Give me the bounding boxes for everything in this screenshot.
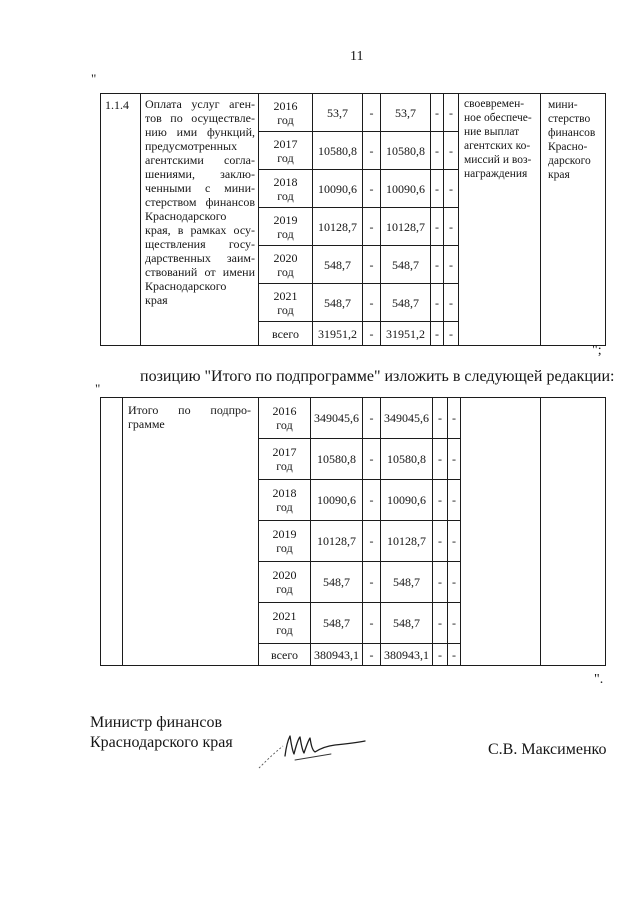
dash-value: - [438, 411, 442, 425]
closing-quote-mark: ". [594, 672, 604, 687]
amount-cell [311, 603, 363, 644]
year-label: 2020 [273, 250, 298, 265]
dash-value: - [369, 295, 374, 310]
amount-value: 380943,1 [314, 647, 359, 662]
dash-value: - [435, 219, 439, 234]
amount-value: 10128,7 [387, 534, 426, 548]
dash-value: - [369, 616, 374, 630]
year-label: 2017 [273, 136, 298, 151]
year-cell [259, 439, 311, 480]
year-unit: год [277, 226, 294, 241]
year-label: 2019 [272, 527, 297, 541]
year-cell [259, 284, 313, 322]
year-unit: год [277, 188, 294, 203]
year-unit: год [276, 500, 293, 514]
dash-value: - [449, 295, 453, 310]
handwritten-signature [255, 726, 367, 770]
amount-value: 53,7 [395, 105, 416, 120]
amount-value: 548,7 [393, 575, 420, 589]
year-unit: год [276, 541, 293, 555]
amount-value: 10090,6 [317, 493, 356, 507]
dash-cell [444, 94, 459, 132]
dash-value: - [449, 257, 453, 272]
amount-cell [381, 439, 433, 480]
year-cell [259, 322, 313, 346]
dash-cell [363, 398, 381, 439]
dash-cell [363, 439, 381, 480]
year-cell [259, 208, 313, 246]
item-code: 1.1.4 [105, 98, 129, 112]
amount-cell [313, 94, 363, 132]
amount-cell [381, 132, 431, 170]
amount-cell [313, 246, 363, 284]
amount-value: 349045,6 [314, 411, 359, 425]
year-cell [259, 562, 311, 603]
result-cell [459, 94, 541, 346]
year-cell [259, 246, 313, 284]
dash-value: - [369, 181, 374, 196]
dash-value: - [435, 143, 439, 158]
amount-cell [381, 480, 433, 521]
dash-cell [448, 562, 461, 603]
year-label: всего [271, 326, 300, 341]
amount-cell [313, 322, 363, 346]
year-label: 2017 [272, 445, 297, 459]
amount-cell [381, 208, 431, 246]
dash-value: - [435, 295, 439, 310]
dash-cell [444, 170, 459, 208]
dash-value: - [438, 452, 442, 466]
year-cell [259, 132, 313, 170]
dash-value: - [452, 534, 456, 548]
year-label: 2018 [272, 486, 297, 500]
year-unit: год [277, 264, 294, 279]
description-cell [141, 94, 259, 346]
year-cell [259, 644, 311, 666]
dash-cell [363, 644, 381, 666]
item-code-cell [101, 94, 141, 346]
year-unit: год [276, 459, 293, 473]
description-line: предусмотренных [145, 139, 238, 153]
amount-cell [381, 94, 431, 132]
amount-cell [381, 246, 431, 284]
year-unit: год [277, 150, 294, 165]
dash-value: - [449, 105, 453, 120]
year-label: 2016 [272, 404, 297, 418]
dash-value: - [452, 647, 456, 662]
description-line: Краснодарского [145, 209, 227, 223]
dash-cell [363, 322, 381, 346]
dash-cell [444, 322, 459, 346]
result-line: награждения [464, 168, 528, 180]
amount-cell [311, 480, 363, 521]
description-line: края [145, 293, 168, 307]
dash-cell [433, 439, 448, 480]
dash-cell [363, 132, 381, 170]
description-line: ченными с мини- [145, 181, 255, 195]
year-cell [259, 521, 311, 562]
executor-line: стерство [548, 113, 591, 125]
amount-value: 548,7 [324, 257, 351, 272]
dash-cell [431, 208, 444, 246]
dash-value: - [452, 493, 456, 507]
year-unit: год [276, 623, 293, 637]
amount-value: 548,7 [323, 575, 350, 589]
description-line: Оплата услуг аген- [145, 97, 255, 111]
dash-value: - [369, 326, 374, 341]
amount-cell [381, 562, 433, 603]
dash-cell [448, 398, 461, 439]
description-line: тов по осуществле- [145, 111, 255, 125]
amount-cell [311, 644, 363, 666]
dash-value: - [435, 181, 439, 196]
dash-value: - [449, 143, 453, 158]
dash-cell [444, 132, 459, 170]
amount-value: 10580,8 [318, 143, 357, 158]
dash-cell [433, 603, 448, 644]
amount-value: 548,7 [392, 295, 419, 310]
subprogram-total-table [100, 397, 606, 666]
dash-value: - [452, 452, 456, 466]
amount-value: 31951,2 [386, 326, 425, 341]
item-code-cell [101, 398, 123, 666]
result-line: ние выплат [464, 126, 520, 138]
dash-value: - [435, 326, 439, 341]
table-row [101, 94, 606, 132]
dash-cell [433, 480, 448, 521]
amount-value: 548,7 [392, 257, 419, 272]
executor-cell [541, 94, 606, 346]
amount-value: 53,7 [327, 105, 348, 120]
amount-value: 380943,1 [384, 647, 429, 662]
dash-value: - [449, 326, 453, 341]
closing-quote-mark: "; [592, 343, 602, 358]
dash-value: - [435, 257, 439, 272]
dash-cell [444, 284, 459, 322]
result-line: миссий и воз- [464, 154, 532, 166]
executor-line: края [548, 169, 570, 181]
year-unit: год [277, 302, 294, 317]
amount-cell [311, 398, 363, 439]
year-cell [259, 603, 311, 644]
executor-line: финансов [548, 127, 596, 139]
dash-cell [363, 246, 381, 284]
page-number: 11 [350, 49, 364, 64]
year-cell [259, 480, 311, 521]
dash-cell [363, 94, 381, 132]
dash-value: - [369, 411, 374, 425]
dash-value: - [369, 575, 374, 589]
signatory-position [90, 713, 233, 753]
amount-cell [381, 603, 433, 644]
dash-cell [444, 246, 459, 284]
amount-value: 349045,6 [384, 411, 429, 425]
dash-value: - [369, 452, 374, 466]
dash-cell [448, 644, 461, 666]
description-line: края, в рамках осу- [145, 223, 255, 237]
year-label: 2016 [273, 98, 298, 113]
year-unit: год [276, 418, 293, 432]
amount-value: 10580,8 [386, 143, 425, 158]
amount-cell [313, 208, 363, 246]
dash-cell [444, 208, 459, 246]
dash-value: - [449, 181, 453, 196]
amount-value: 548,7 [324, 295, 351, 310]
amount-cell [381, 398, 433, 439]
measure-table [100, 93, 606, 346]
amount-cell [311, 562, 363, 603]
dash-cell [363, 562, 381, 603]
dash-value: - [369, 105, 374, 120]
opening-quote-mark: " [91, 71, 97, 86]
amount-value: 10128,7 [386, 219, 425, 234]
dash-value: - [369, 493, 374, 507]
dash-cell [431, 284, 444, 322]
year-cell [259, 94, 313, 132]
dash-cell [431, 94, 444, 132]
signatory-position-line: Краснодарского края [90, 734, 233, 751]
year-unit: год [277, 112, 294, 127]
description-cell [123, 398, 259, 666]
dash-value: - [438, 575, 442, 589]
amount-cell [381, 170, 431, 208]
amount-cell [311, 439, 363, 480]
amount-cell [381, 521, 433, 562]
dash-cell [363, 480, 381, 521]
amount-value: 10580,8 [387, 452, 426, 466]
amount-value: 548,7 [393, 616, 420, 630]
amount-value: 10128,7 [318, 219, 357, 234]
executor-line: дарского [548, 155, 591, 167]
dash-cell [448, 521, 461, 562]
description-line: стерством финансов [145, 195, 255, 209]
dash-cell [363, 170, 381, 208]
amount-cell [313, 132, 363, 170]
amount-value: 548,7 [323, 616, 350, 630]
measure-table-body [101, 94, 606, 346]
description-line: шениями, заклю- [145, 167, 255, 181]
executor-line: Красно- [548, 141, 588, 153]
description-line: Итого по подпро- [128, 403, 251, 417]
amount-cell [313, 170, 363, 208]
amount-cell [381, 644, 433, 666]
year-label: 2020 [272, 568, 297, 582]
year-label: всего [270, 647, 299, 662]
amount-value: 31951,2 [318, 326, 357, 341]
dash-cell [363, 521, 381, 562]
dash-value: - [369, 534, 374, 548]
year-label: 2021 [272, 609, 297, 623]
dash-value: - [449, 219, 453, 234]
executor-cell [541, 398, 606, 666]
dash-cell [433, 644, 448, 666]
dash-cell [363, 208, 381, 246]
dash-value: - [452, 616, 456, 630]
year-cell [259, 170, 313, 208]
dash-value: - [438, 493, 442, 507]
description-line: ствований от имени [145, 265, 255, 279]
amount-value: 10580,8 [317, 452, 356, 466]
year-unit: год [276, 582, 293, 596]
dash-cell [448, 480, 461, 521]
description-line: дарственных заим- [145, 251, 255, 265]
table-row [101, 398, 606, 439]
dash-cell [431, 170, 444, 208]
dash-cell [363, 284, 381, 322]
dash-value: - [369, 647, 374, 662]
result-line: агентских ко- [464, 140, 531, 152]
amount-value: 10090,6 [318, 181, 357, 196]
result-line: ное обеспече- [464, 112, 532, 124]
dash-value: - [438, 616, 442, 630]
dash-cell [431, 246, 444, 284]
dash-value: - [438, 647, 442, 662]
dash-cell [448, 439, 461, 480]
year-label: 2019 [273, 212, 298, 227]
dash-cell [431, 322, 444, 346]
amount-cell [381, 322, 431, 346]
result-line: своевремен- [464, 98, 525, 110]
opening-quote-mark: " [95, 381, 101, 396]
year-label: 2018 [273, 174, 298, 189]
amount-cell [311, 521, 363, 562]
dash-value: - [452, 575, 456, 589]
instruction-text: позицию "Итого по подпрограмме" изложить в следующей редакции: [140, 368, 615, 385]
result-cell [461, 398, 541, 666]
signatory-position-line: Министр финансов [90, 714, 223, 731]
dash-cell [433, 521, 448, 562]
dash-value: - [452, 411, 456, 425]
description-line: Краснодарского [145, 279, 227, 293]
description-line: ществления госу- [145, 237, 255, 251]
dash-cell [363, 603, 381, 644]
subprogram-total-table-body [101, 398, 606, 666]
dash-value: - [369, 143, 374, 158]
year-cell [259, 398, 311, 439]
description-line: агентскими согла- [145, 153, 255, 167]
dash-value: - [369, 257, 374, 272]
dash-cell [431, 132, 444, 170]
description-line: грамме [128, 417, 165, 431]
amount-cell [313, 284, 363, 322]
dash-value: - [369, 219, 374, 234]
signatory-name: С.В. Максименко [488, 741, 607, 758]
amount-value: 10090,6 [387, 493, 426, 507]
dash-value: - [435, 105, 439, 120]
dash-cell [448, 603, 461, 644]
description-line: нию ими функций, [145, 125, 255, 139]
dash-value: - [438, 534, 442, 548]
dash-cell [433, 562, 448, 603]
amount-value: 10128,7 [317, 534, 356, 548]
amount-cell [381, 284, 431, 322]
dash-cell [433, 398, 448, 439]
executor-line: мини- [548, 99, 578, 111]
amount-value: 10090,6 [386, 181, 425, 196]
year-label: 2021 [273, 288, 298, 303]
